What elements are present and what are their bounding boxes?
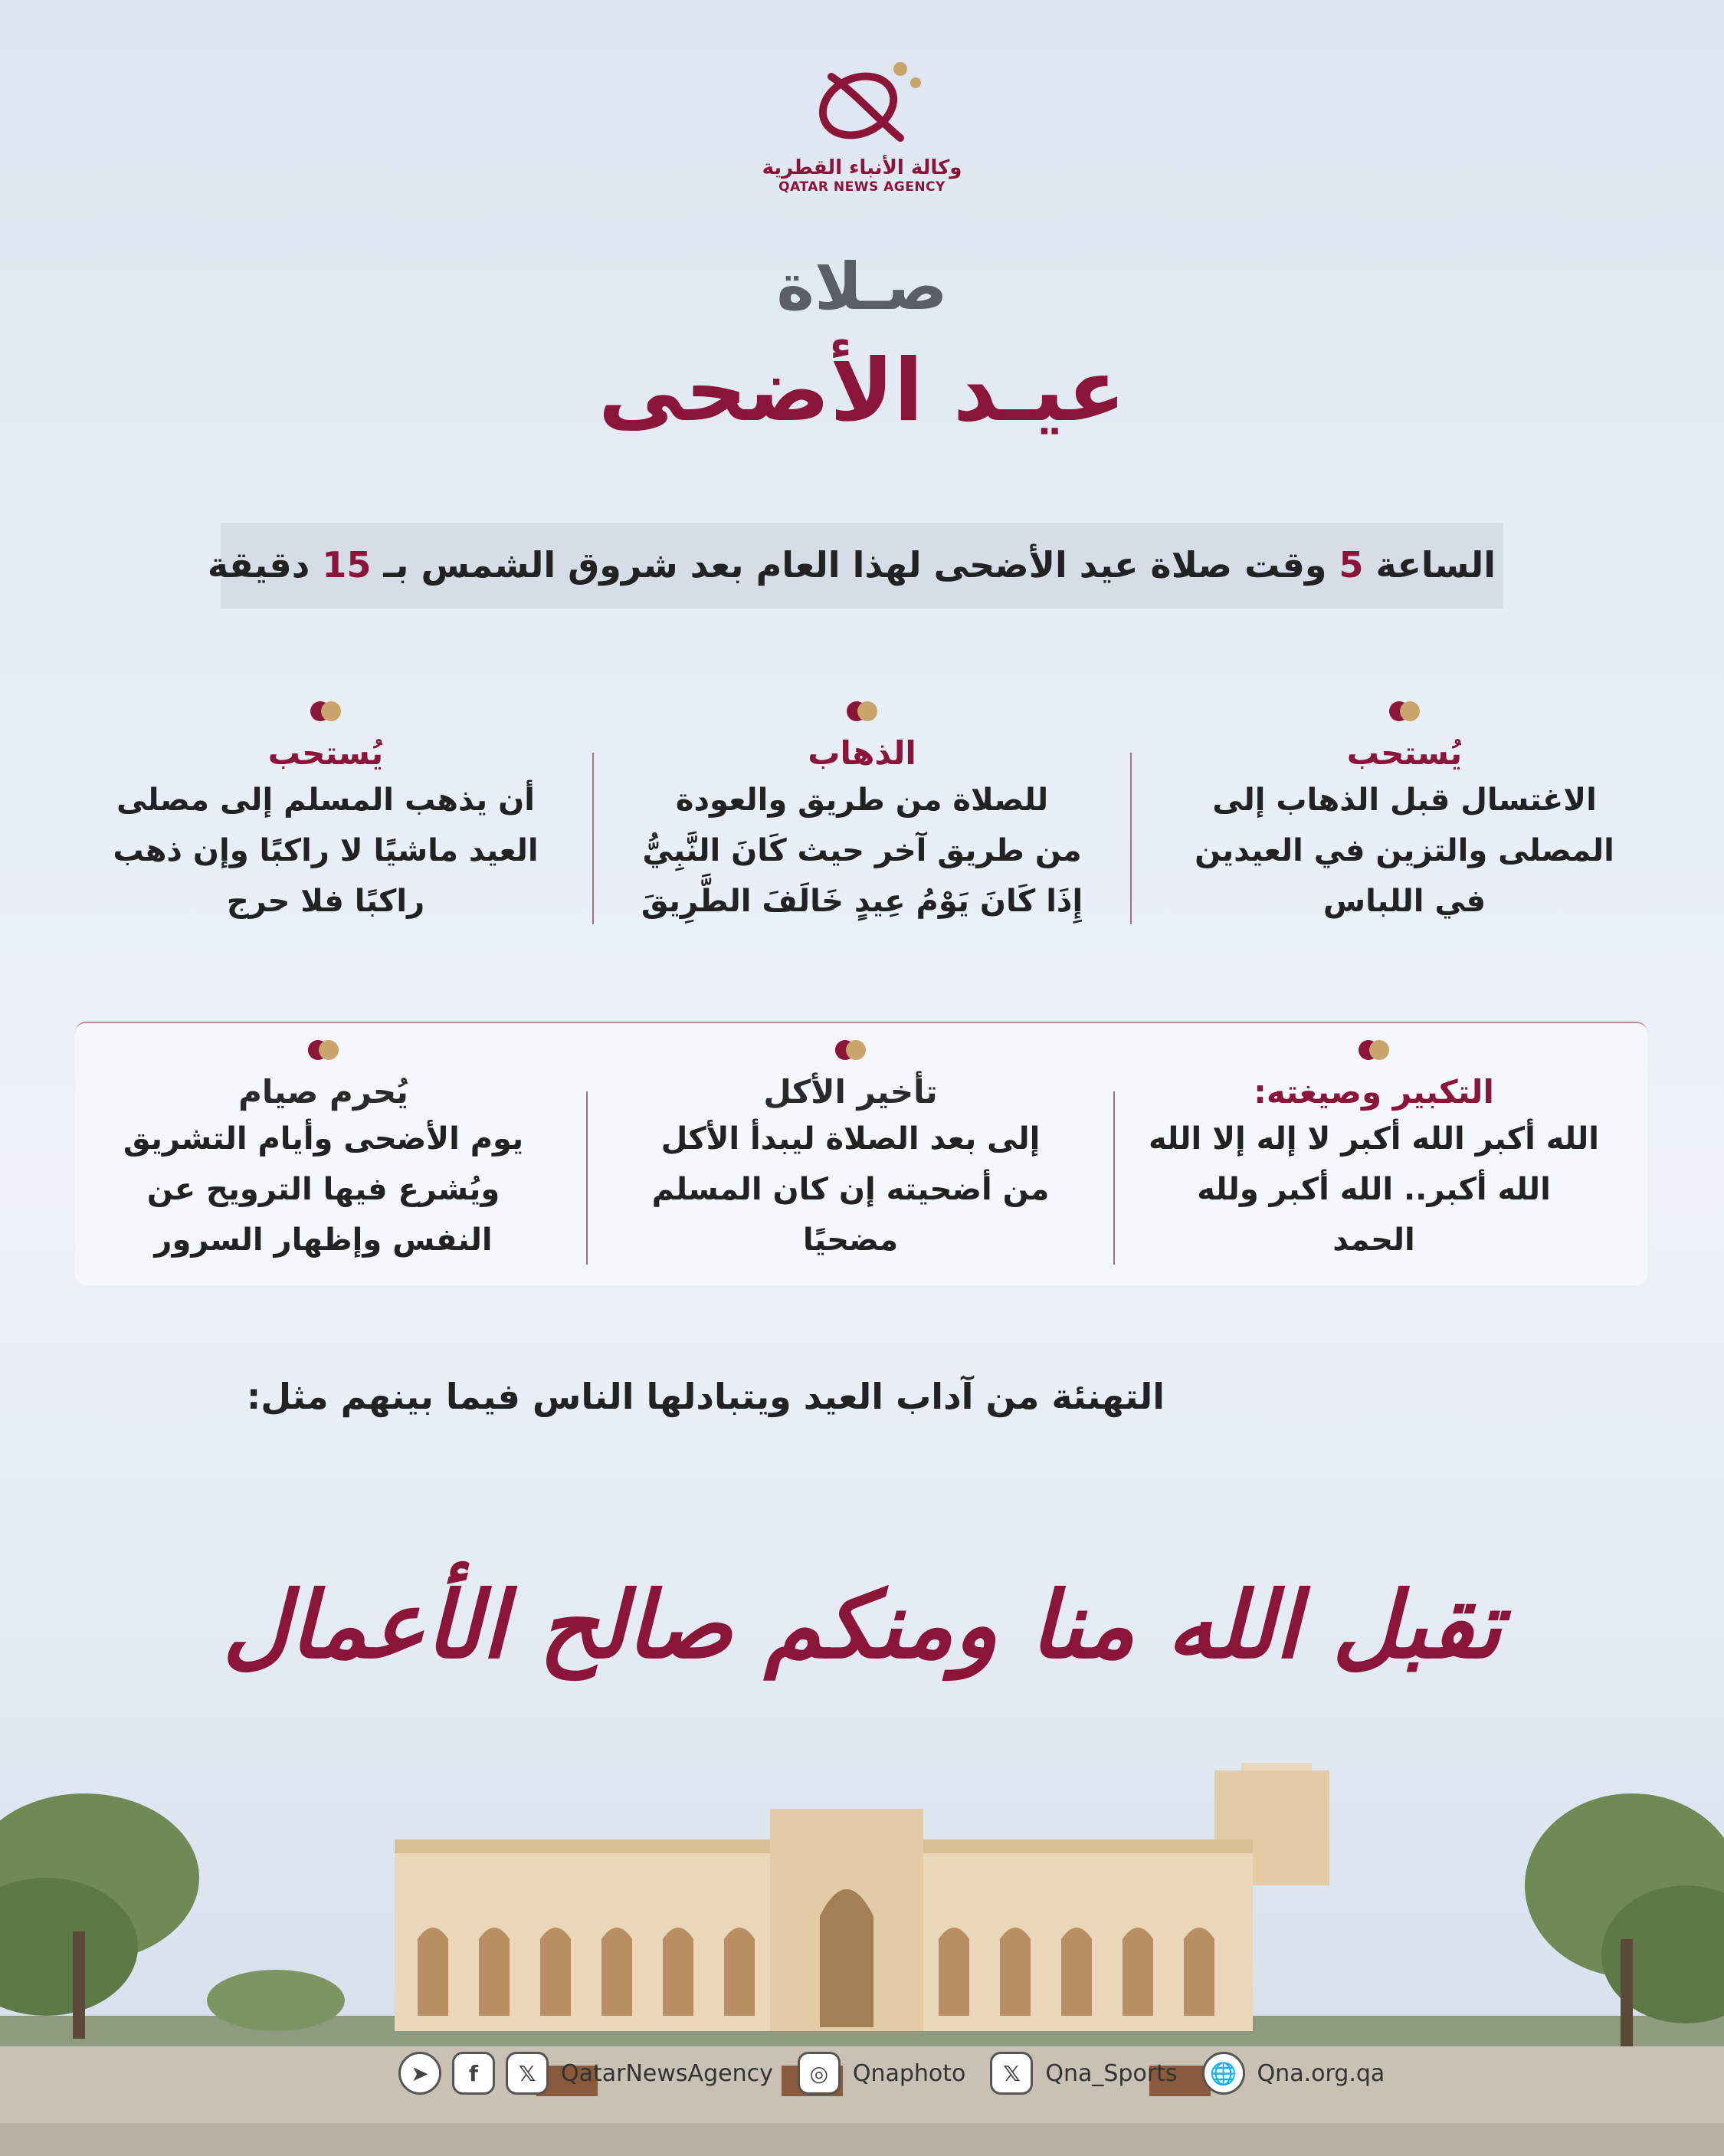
telegram-icon[interactable]: ➤ xyxy=(398,2052,441,2095)
greeting-calligraphy: تقبل الله منا ومنكم صالح الأعمال xyxy=(222,1571,1502,1679)
instagram-icon[interactable]: ◎ xyxy=(798,2052,841,2095)
tip-line: الحمد xyxy=(1332,1222,1415,1258)
globe-icon[interactable]: 🌐 xyxy=(1202,2052,1245,2095)
tip-heading: يُحرم صيام xyxy=(238,1073,408,1111)
tip-line: إلى بعد الصلاة ليبدأ الأكل xyxy=(660,1121,1041,1157)
tip-line: مضحيًا xyxy=(802,1222,899,1258)
tip-line: الاغتسال قبل الذهاب إلى xyxy=(1212,783,1597,818)
qna-logo-icon xyxy=(785,46,939,153)
bullet-dots-icon xyxy=(1355,1040,1392,1060)
tip-line: أن يذهب المسلم إلى مصلى xyxy=(116,783,535,818)
tip-line: راكبًا فلا حرج xyxy=(226,884,425,919)
bullet-dots-icon xyxy=(844,701,880,721)
social-bar xyxy=(398,2046,1398,2100)
bullet-dots-icon xyxy=(1386,701,1423,721)
tip-line: النفس وإظهار السرور xyxy=(154,1222,493,1258)
column-divider xyxy=(1113,1091,1115,1265)
facebook-icon[interactable]: f xyxy=(452,2052,495,2095)
tip-line: ويُشرع فيها الترويح عن xyxy=(146,1172,500,1207)
tip-heading: تأخير الأكل xyxy=(763,1073,938,1111)
column-divider xyxy=(1130,753,1132,924)
tip-line: إِذَا كَانَ يَوْمُ عِيدٍ خَالَفَ الطَّرِيقَ xyxy=(641,884,1083,919)
tip-heading: يُستحب xyxy=(1346,734,1463,772)
prayer-hour: 5 xyxy=(1339,544,1364,586)
column-divider xyxy=(592,753,594,924)
prayer-time-bar xyxy=(207,523,1503,609)
tip-ghusl xyxy=(1175,701,1634,927)
tip-line: يوم الأضحى وأيام التشريق xyxy=(123,1121,524,1157)
tip-fasting xyxy=(93,1040,553,1265)
greeting-intro: التهنئة من آداب العيد ويتبادلها الناس فيما بينهم مثل: xyxy=(246,1376,1165,1417)
tip-line: الله أكبر.. الله أكبر ولله xyxy=(1197,1172,1551,1207)
tip-heading: التكبير وصيغته: xyxy=(1254,1073,1494,1111)
tip-heading: الذهاب xyxy=(808,734,916,772)
tip-takbeer xyxy=(1144,1040,1604,1265)
x-icon[interactable]: 𝕏 xyxy=(990,2052,1033,2095)
tip-line: الله أكبر الله أكبر لا إله إلا الله xyxy=(1148,1121,1600,1157)
tip-line: من أضحيته إن كان المسلم xyxy=(651,1172,1050,1207)
column-divider xyxy=(586,1091,588,1265)
tip-heading: يُستحب xyxy=(267,734,384,772)
handle-photo[interactable]: Qnaphoto xyxy=(852,2059,966,2087)
tip-line: في اللباس xyxy=(1322,884,1486,919)
prayer-time-text: الساعة 5 وقت صلاة عيد الأضحى لهذا العام بعد شروق الشمس بـ 15 دقيقة xyxy=(207,544,1496,586)
agency-name-arabic: وكالة الأنباء القطرية xyxy=(762,156,962,179)
agency-name-english: QATAR NEWS AGENCY xyxy=(778,179,946,195)
title-eid-al-adha: عيـد الأضحى xyxy=(598,341,1126,441)
prayer-minutes: 15 xyxy=(322,544,372,586)
tip-line: من طريق آخر حيث كَانَ النَّبِيُّ xyxy=(642,833,1082,868)
tip-walking xyxy=(96,701,556,927)
tip-route xyxy=(632,701,1092,927)
website-link[interactable]: Qna.org.qa xyxy=(1257,2059,1385,2087)
handle-sports[interactable]: Qna_Sports xyxy=(1045,2059,1178,2087)
x-icon[interactable]: 𝕏 xyxy=(506,2052,549,2095)
bullet-dots-icon xyxy=(305,1040,342,1060)
handle-main[interactable]: QatarNewsAgency xyxy=(561,2059,773,2087)
tip-line: المصلى والتزين في العيدين xyxy=(1195,833,1614,868)
title-prayer: صـلاة xyxy=(776,249,948,324)
tip-delay-eating xyxy=(621,1040,1080,1265)
bullet-dots-icon xyxy=(307,701,344,721)
qna-logo xyxy=(755,46,969,195)
tip-line: العيد ماشيًا لا راكبًا وإن ذهب xyxy=(113,833,539,868)
tip-line: للصلاة من طريق والعودة xyxy=(675,783,1049,818)
bullet-dots-icon xyxy=(832,1040,869,1060)
